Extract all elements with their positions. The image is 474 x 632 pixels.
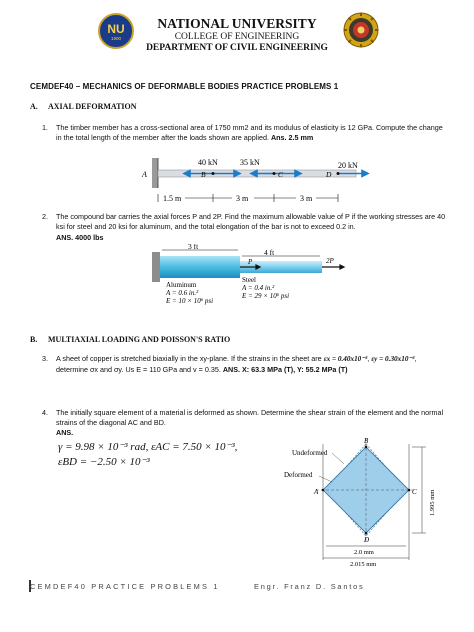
nu-logo-text: NU	[107, 22, 125, 36]
dim-3m-2: 3 m	[300, 194, 313, 203]
problem-3-line1: A sheet of copper is stretched biaxially in the xy-plane. If the strains in the sheet are εx = 0.40x10⁻³, εy = 0.30x10⁻³,	[56, 354, 417, 363]
problem-1-text	[56, 123, 448, 143]
label-c: C	[278, 170, 284, 179]
label-d: D	[326, 170, 332, 179]
problem-2-number: 2.	[42, 212, 48, 221]
problem-4-ans-label: ANS.	[56, 428, 74, 437]
problem-3-answer: ANS. X: 63.3 MPa (T), Y: 55.2 MPa (T)	[222, 365, 348, 374]
force-40kn: 40 kN	[198, 158, 218, 167]
steel-modulus: E = 29 × 10⁶ psi	[242, 292, 290, 300]
label-a: A	[142, 170, 147, 179]
university-name: NATIONAL UNIVERSITY	[157, 16, 317, 31]
section-b-label: B.	[30, 335, 38, 344]
force-35kn: 35 kN	[240, 158, 260, 167]
problem-1-figure	[140, 150, 372, 208]
nu-logo-year: 1900	[110, 36, 121, 41]
course-title: CEMDEF40 – MECHANICS OF DEFORMABLE BODIES PRACTICE PROBLEMS 1	[30, 82, 339, 91]
problem-3-number: 3.	[42, 354, 48, 363]
dim-2-0mm: 2.0 mm	[354, 549, 374, 556]
section-a-title: AXIAL DEFORMATION	[48, 102, 137, 111]
department-name: DEPARTMENT OF CIVIL ENGINEERING	[146, 43, 328, 53]
problem-3-line2	[56, 365, 456, 375]
label-d: D	[364, 536, 370, 544]
length-3ft: 3 ft	[188, 244, 199, 251]
force-2p-arrow	[340, 265, 344, 269]
force-20kn-arrow	[362, 171, 368, 177]
section-a-label: A.	[30, 102, 38, 111]
aluminum-title: Aluminum	[166, 281, 197, 289]
strain-y: εy = 0.30x10⁻³	[371, 355, 415, 363]
dim-3m-1: 3 m	[236, 194, 249, 203]
force-20kn: 20 kN	[338, 161, 358, 170]
problem-4-figure	[276, 434, 440, 570]
problem-4-number: 4.	[42, 408, 48, 417]
dim-1-5m: 1.5 m	[163, 194, 182, 203]
problem-2-statement: The compound bar carries the axial forces P and 2P. Find the maximum allowable value of P if the working stresses are 40 ksi for steel and 20 ksi for aluminum, and the total elongation of the bar is not to exceed 0.2 in.	[56, 212, 446, 231]
length-4ft: 4 ft	[264, 248, 275, 257]
problem-4-equation-2: εBD = −2.50 × 10⁻³	[58, 456, 150, 468]
problem-2-answer: ANS. 4000 lbs	[56, 233, 104, 242]
label-c: C	[412, 488, 417, 496]
college-name: COLLEGE OF ENGINEERING	[174, 32, 300, 42]
section-b-title: MULTIAXIAL LOADING AND POISSON'S RATIO	[48, 335, 231, 344]
problem-4-text: The initially square element of a material is deformed as shown. Determine the shear strain of the element and the normal strains of the diagonal AC and BD.	[56, 408, 444, 427]
problem-4-equation-1: γ = 9.98 × 10⁻³ rad, εAC = 7.50 × 10⁻³,	[58, 441, 238, 453]
label-b: B	[364, 437, 369, 445]
aluminum-modulus: E = 10 × 10⁶ psi	[166, 297, 214, 305]
problem-2-text	[56, 212, 448, 232]
force-2p: 2P	[326, 257, 334, 265]
problem-3-text1: A sheet of copper is stretched biaxially in the xy-plane. If the strains in the sheet are	[56, 354, 322, 363]
problem-3-text2: determine σx and σy. Us E = 110 GPa and v = 0.35.	[56, 365, 221, 374]
wall-support	[152, 252, 160, 282]
aluminum-segment	[160, 256, 240, 278]
undeformed-label: Undeformed	[292, 449, 328, 457]
footer-course: CEMDEF40 PRACTICE PROBLEMS 1	[30, 582, 220, 591]
dim-1-995mm: 1.995 mm	[429, 489, 436, 516]
deformed-label: Deformed	[284, 471, 313, 479]
footer-author: Engr. Franz D. Santos	[254, 582, 365, 591]
problem-1-answer: Ans. 2.5 mm	[270, 133, 314, 142]
strain-x: εx = 0.40x10⁻³	[323, 355, 368, 363]
force-p: P	[248, 258, 253, 266]
problem-2-figure	[150, 244, 350, 308]
wall-support	[152, 158, 158, 188]
aluminum-area: A = 0.6 in.²	[166, 289, 199, 297]
label-a: A	[314, 488, 319, 496]
label-b: B	[201, 170, 206, 179]
problem-1-number: 1.	[42, 123, 48, 132]
steel-area: A = 0.4 in.²	[242, 284, 275, 292]
problem-1-statement: The timber member has a cross-sectional area of 1750 mm2 and its modulus of elasticity is 12 GPa. Compute the change in the total length of the member after the loads shown are applied.	[56, 123, 443, 142]
steel-title: Steel	[242, 276, 256, 284]
dim-2-015mm: 2.015 mm	[350, 561, 377, 568]
